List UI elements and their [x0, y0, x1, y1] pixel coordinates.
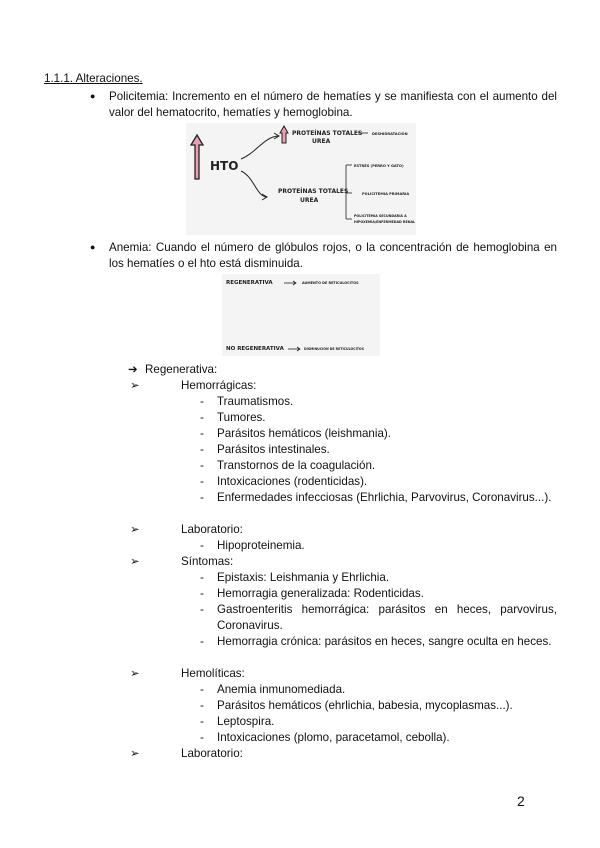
hto-up-arrow-icon: [191, 135, 203, 179]
list-item: Parásitos hemáticos (leishmania).: [217, 427, 391, 440]
dash: -: [200, 459, 204, 472]
dash: -: [200, 603, 204, 616]
curve-arrow-down-icon: [241, 171, 266, 197]
dash: -: [200, 635, 204, 648]
top-label-1: PROTEÍNAS TOTALES: [292, 130, 363, 137]
dash: -: [200, 683, 204, 696]
dash: -: [200, 411, 204, 424]
laboratorio-label: Laboratorio:: [181, 523, 243, 536]
regenerativa-label: Regenerativa:: [145, 363, 218, 376]
list-item: Intoxicaciones (rodenticidas).: [217, 475, 368, 488]
dash: -: [200, 571, 204, 584]
list-item: Anemia inmunomediada.: [217, 683, 346, 696]
arrowhead-icon: ➢: [130, 523, 140, 536]
dash: -: [200, 395, 204, 408]
dash: -: [200, 587, 204, 600]
dash: -: [200, 715, 204, 728]
sintomas-label: Síntomas:: [181, 555, 234, 568]
list-item: Hemorragia crónica: parásitos en heces, sangre oculta en heces.: [217, 635, 552, 648]
bottom-result-3b: HIPOXEMIA/ENFERMEDAD RENAL: [354, 220, 416, 224]
arrowhead-icon: ➢: [130, 379, 140, 392]
list-item: Hemorragia generalizada: Rodenticidas.: [217, 587, 424, 600]
noregen-result: DISMINUCIÓN DE RETICULOCITOS: [304, 347, 364, 351]
list-item: Transtornos de la coagulación.: [217, 459, 376, 472]
dash: -: [200, 539, 204, 552]
arrowhead-icon: ➢: [130, 555, 140, 568]
dash: -: [200, 699, 204, 712]
section-heading: 1.1.1. Alteraciones.: [44, 72, 143, 85]
regenerativa-arrow-icon: ➔: [128, 363, 138, 376]
anemia-diagram-svg: [222, 274, 380, 356]
list-item: Traumatismos.: [217, 395, 294, 408]
dash: -: [200, 443, 204, 456]
policitemia-diagram: [186, 123, 416, 235]
anemia-diagram: [222, 274, 380, 356]
top-result: DESHIDRATACIÓN: [372, 132, 408, 136]
curve-arrow-up-icon: [241, 136, 278, 159]
noregen-label: NO REGENERATIVA: [226, 346, 284, 352]
anemia-text: Anemia: Cuando el número de glóbulos rojos, o la concentración de hemoglobina en los hematíes o el hto está disminuida.: [109, 241, 557, 270]
list-item: Leptospira.: [217, 715, 275, 728]
list-item: Parásitos intestinales.: [217, 443, 330, 456]
bottom-result-3a: POLICITEMIA SECUNDARIA A: [354, 214, 407, 218]
bottom-result-1: ESTRÉS (PERRO Y GATO): [354, 164, 404, 168]
regen-label: REGENERATIVA: [226, 280, 273, 286]
hemorragicas-label: Hemorrágicas:: [181, 379, 257, 392]
protein-up-arrow-icon: [280, 126, 288, 143]
laboratorio-label-2: Laboratorio:: [181, 747, 243, 760]
arrowhead-icon: ➢: [130, 667, 140, 680]
bottom-label-1: PROTEÍNAS TOTALES: [278, 188, 349, 195]
hto-label: HTO: [210, 159, 239, 173]
bottom-result-2: POLICITEMIA PRIMARIA: [362, 192, 410, 196]
page-number: 2: [517, 793, 525, 809]
list-item: Intoxicaciones (plomo, paracetamol, cebolla).: [217, 731, 450, 744]
arrowhead-icon: ➢: [130, 747, 140, 760]
list-item: Epistaxis: Leishmania y Ehrlichia.: [217, 571, 390, 584]
hemoliticas-label: Hemolíticas:: [181, 667, 245, 680]
bottom-label-2: UREA: [300, 197, 319, 204]
list-item: Enfermedades infecciosas (Ehrlichia, Parvovirus, Coronavirus...).: [217, 491, 552, 504]
dash: -: [200, 475, 204, 488]
list-item: Tumores.: [217, 411, 266, 424]
list-item: Gastroenteritis hemorrágica: parásitos en heces, parvovirus, Coronavirus.: [217, 603, 557, 632]
list-item: Parásitos hemáticos (ehrlichia, babesia, mycoplasmas...).: [217, 699, 513, 712]
policitemia-diagram-svg: [186, 123, 416, 235]
list-item: Hipoproteinemia.: [217, 539, 305, 552]
bullet-dot: ●: [90, 242, 96, 252]
policitemia-text: Policitemia: Incremento en el número de hematíes y se manifiesta con el aumento del valor del hematocrito, hematíes y hemoglobina.: [109, 90, 557, 119]
regen-result: AUMENTO DE RETICULOCITOS: [302, 281, 359, 285]
dash: -: [200, 731, 204, 744]
bullet-dot: ●: [90, 91, 96, 101]
dash: -: [200, 427, 204, 440]
dash: -: [200, 491, 204, 504]
top-label-2: UREA: [312, 138, 331, 145]
